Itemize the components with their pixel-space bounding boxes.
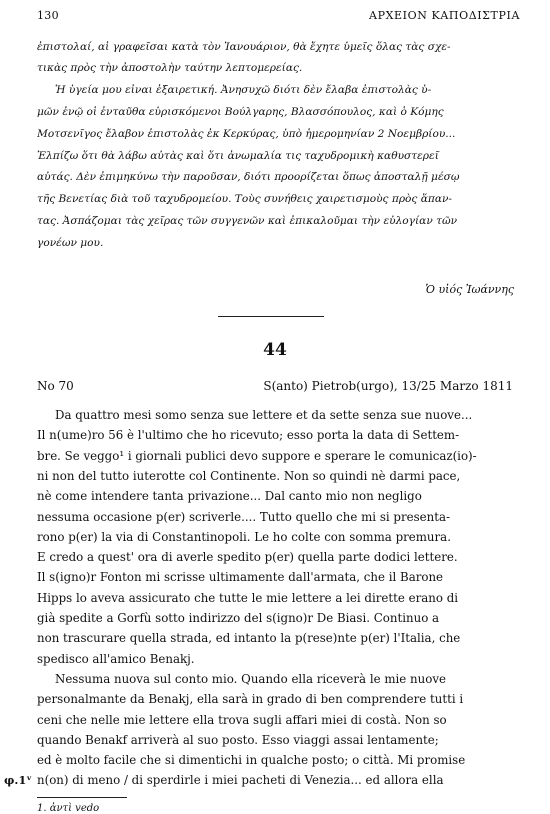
text-line: ni non del tutto iuterotte col Continente. Non so quindi nè darmi pace, bbox=[37, 468, 461, 483]
text-line: già spedite a Gorfù sotto indirizzo del s(igno)r De Biasi. Continuo a bbox=[37, 611, 440, 625]
text-line: τικὰς πρὸς τὴν ἀποστολὴν ταύτην λεπτομερείας. bbox=[37, 62, 303, 74]
section-divider bbox=[218, 316, 324, 317]
text-line: Da quattro mesi somo senza sue lettere et da sette senza sue nuove... bbox=[55, 408, 473, 422]
page-number: 130 bbox=[37, 9, 59, 22]
text-line: Ἐλπίζω ὅτι θὰ λάβω αὐτὰς καὶ ὅτι ἀνωμαλία τις ταχυδρομικὴ καθυστερεῖ bbox=[37, 150, 439, 162]
folio-margin-note: φ.1ᵛ bbox=[4, 773, 33, 788]
text-line: spedisco all'amico Benakj. bbox=[37, 651, 195, 666]
signature: Ὁ υἱός Ἰωάννης bbox=[425, 283, 514, 296]
text-line: n(on) di meno / di sperdirle i miei pacheti di Venezia... ed allora ella bbox=[37, 773, 444, 788]
footnote: 1. ἀντὶ vedo bbox=[37, 803, 100, 814]
text-line: Nessuma nuova sul conto mio. Quando ella riceverà le mie nuove bbox=[55, 671, 446, 686]
text-line: Ἡ ὑγεία μου εἶναι ἐξαιρετική. Ἀνησυχῶ διότι δὲν ἔλαβα ἐπιστολὰς ὑ- bbox=[55, 84, 432, 96]
running-title: ΑΡΧΕΙΟΝ ΚΑΠΟΔΙΣΤΡΙΑ bbox=[369, 9, 520, 22]
text-line: personalmante da Benakj, ella sarà in grado di ben comprendere tutti i bbox=[37, 692, 464, 707]
text-line: non trascurare quella strada, ed intanto la p(rese)nte p(er) l'Italia, che bbox=[37, 631, 461, 646]
text-line: Μοτσενῖγος ἔλαβον ἐπιστολὰς ἐκ Κερκύρας, ὑπὸ ἡμερομηνίαν 2 Νοεμβρίου... bbox=[37, 128, 456, 140]
text-line: rono p(er) la via di Constantinopoli. Le ho colte con somma premura. bbox=[37, 529, 451, 544]
text-line: Hipps lo aveva assicurato che tutte le mie lettere a lei dirette erano di bbox=[37, 590, 459, 605]
document-number: 44 bbox=[263, 340, 287, 360]
text-line: αὐτάς. Δὲν ἐπιμηκύνω τὴν παροῦσαν, διότι προορίζεται ὅπως ἀποσταλῇ μέσῳ bbox=[37, 171, 460, 183]
text-line: nè come intendere tanta privazione... Dal canto mio non negligo bbox=[37, 489, 422, 504]
text-line: bre. Se veggo¹ i giornali publici devo suppore e sperare le comunicaz(io)- bbox=[37, 448, 477, 463]
place-date: S(anto) Pietrob(urgo), 13/25 Marzo 1811 bbox=[263, 379, 513, 393]
text-line: ed è molto facile che si dimentichi in qualche posto; o città. Mi promise bbox=[37, 753, 466, 768]
text-line: Il s(igno)r Fonton mi scrisse ultimamente dall'armata, che il Barone bbox=[37, 570, 444, 585]
text-line: ceni che nelle mie lettere ella trova sugli affari miei di costà. Non so bbox=[37, 712, 447, 727]
text-line: γονέων μου. bbox=[37, 237, 104, 249]
text-line: τῆς Βενετίας διὰ τοῦ ταχυδρομείου. Τοὺς συνήθεις χαιρετισμοὺς πρὸς ἅπαν- bbox=[37, 193, 453, 205]
text-line: τας. Ἀσπάζομαι τὰς χεῖρας τῶν συγγενῶν καὶ ἐπικαλοῦμαι τὴν εὐλογίαν τῶν bbox=[37, 215, 458, 227]
text-line: nessuma occasione p(er) scriverle.... Tutto quello che mi si presenta- bbox=[37, 509, 450, 524]
letter-number: No 70 bbox=[37, 379, 74, 393]
text-line: μῶν ἐνῷ οἱ ἐνταῦθα εὑρισκόμενοι Βούλγαρης, Βλασσόπουλος, καὶ ὁ Κόμης bbox=[37, 106, 444, 118]
text-line: E credo a quest' ora di averle spedito p(er) quella parte dodici lettere. bbox=[37, 550, 458, 565]
text-line: Il n(ume)ro 56 è l'ultimo che ho ricevuto; esso porta la data di Settem- bbox=[37, 428, 460, 443]
text-line: ἐπιστολαί, αἱ γραφεῖσαι κατὰ τὸν Ἰανουάριον, θὰ ἔχητε ὑμεῖς ὅλας τὰς σχε- bbox=[37, 41, 451, 53]
footnote-rule bbox=[37, 797, 127, 798]
text-line: quando Benakf arriverà al suo posto. Esso viaggi assai lentamente; bbox=[37, 732, 439, 747]
